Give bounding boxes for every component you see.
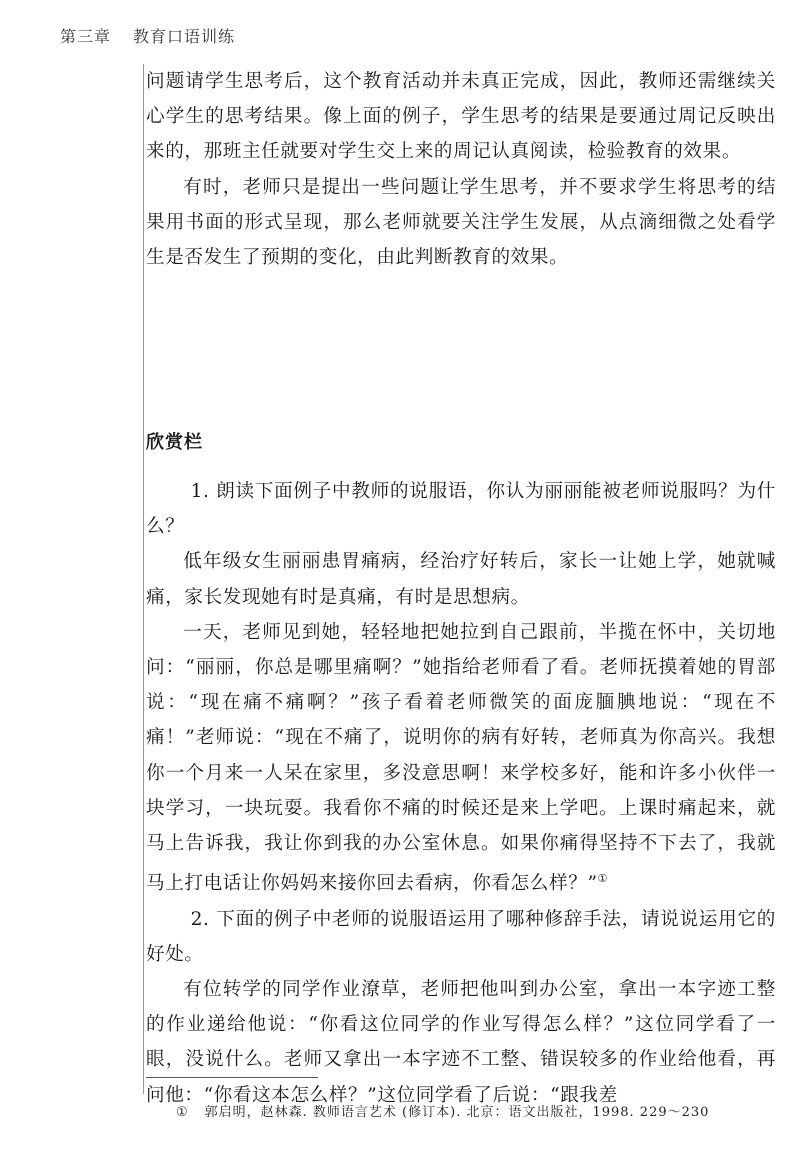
running-head (60, 24, 235, 47)
footnote-divider (146, 1077, 318, 1078)
paragraph-continued: 问题请学生思考后，这个教育活动并未真正完成，因此，教师还需继续关心学生的思考结果。像上面的例子，学生思考的结果是要通过周记反映出来的，那班主任就要对学生交上来的周记认真阅读，检验教育的效果。 (146, 71, 776, 163)
section-heading: 欣赏栏 (146, 432, 203, 453)
footnote-text: 郭启明，赵林森. 教师语言艺术 (修订本). 北京：语文出版社，1998. 229～230 (204, 1105, 710, 1120)
chapter-number: 第三章 (60, 27, 112, 46)
chapter-title: 教育口语训练 (133, 27, 236, 46)
upper-body (146, 64, 776, 275)
footnote-mark: ① (176, 1105, 189, 1120)
paragraph (146, 615, 776, 902)
margin-rule (143, 64, 144, 1094)
paragraph: 有时，老师只是提出一些问题让学生思考，并不要求学生将思考的结果用书面的形式呈现，那么老师就要关注学生发展，从点滴细微之处看学生是否发生了预期的变化，由此判断教育的效果。 (146, 176, 776, 269)
paragraph-text: 一天，老师见到她，轻轻地把她拉到自己跟前，半揽在怀中，关切地问：“丽丽，你总是哪里痛啊？”她指给老师看了看。老师抚摸着她的胃部说：“现在痛不痛啊？”孩子看着老师微笑的面庞腼腆地说：“现在不痛！”老师说：“现在不痛了，说明你的病有好转，老师真为你高兴。我想你一个月来一人呆在家里，多没意思啊！来学校多好，能和许多小伙伴一块学习，一块玩耍。我看你不痛的时候还是来上学吧。上课时痛起来，就马上告诉我，我让你到我的办公室休息。如果你痛得坚持不下去了，我就马上打电话让你妈妈来接你回去看病，你看怎么样？” (146, 621, 776, 895)
question-1: 1. 朗读下面例子中教师的说服语，你认为丽丽能被老师说服吗？为什么？ (146, 481, 776, 538)
footnote-reference[interactable]: ① (597, 872, 609, 886)
paragraph: 有位转学的同学作业潦草，老师把他叫到办公室，拿出一本字迹工整的作业递给他说：“你看这位同学的作业写得怎么样？”这位同学看了一眼，没说什么。老师又拿出一本字迹不工整、错误较多的作业给他看，再问他：“你看这本怎么样？”这位同学看了后说：“跟我差 (146, 979, 776, 1106)
paragraph: 低年级女生丽丽患胃痛病，经治疗好转后，家长一让她上学，她就喊痛，家长发现她有时是真痛，有时是思想病。 (146, 551, 776, 608)
question-2: 2. 下面的例子中老师的说服语运用了哪种修辞手法，请说说运用它的好处。 (146, 908, 776, 965)
footnote (176, 1101, 709, 1120)
appreciation-body (146, 474, 776, 1113)
